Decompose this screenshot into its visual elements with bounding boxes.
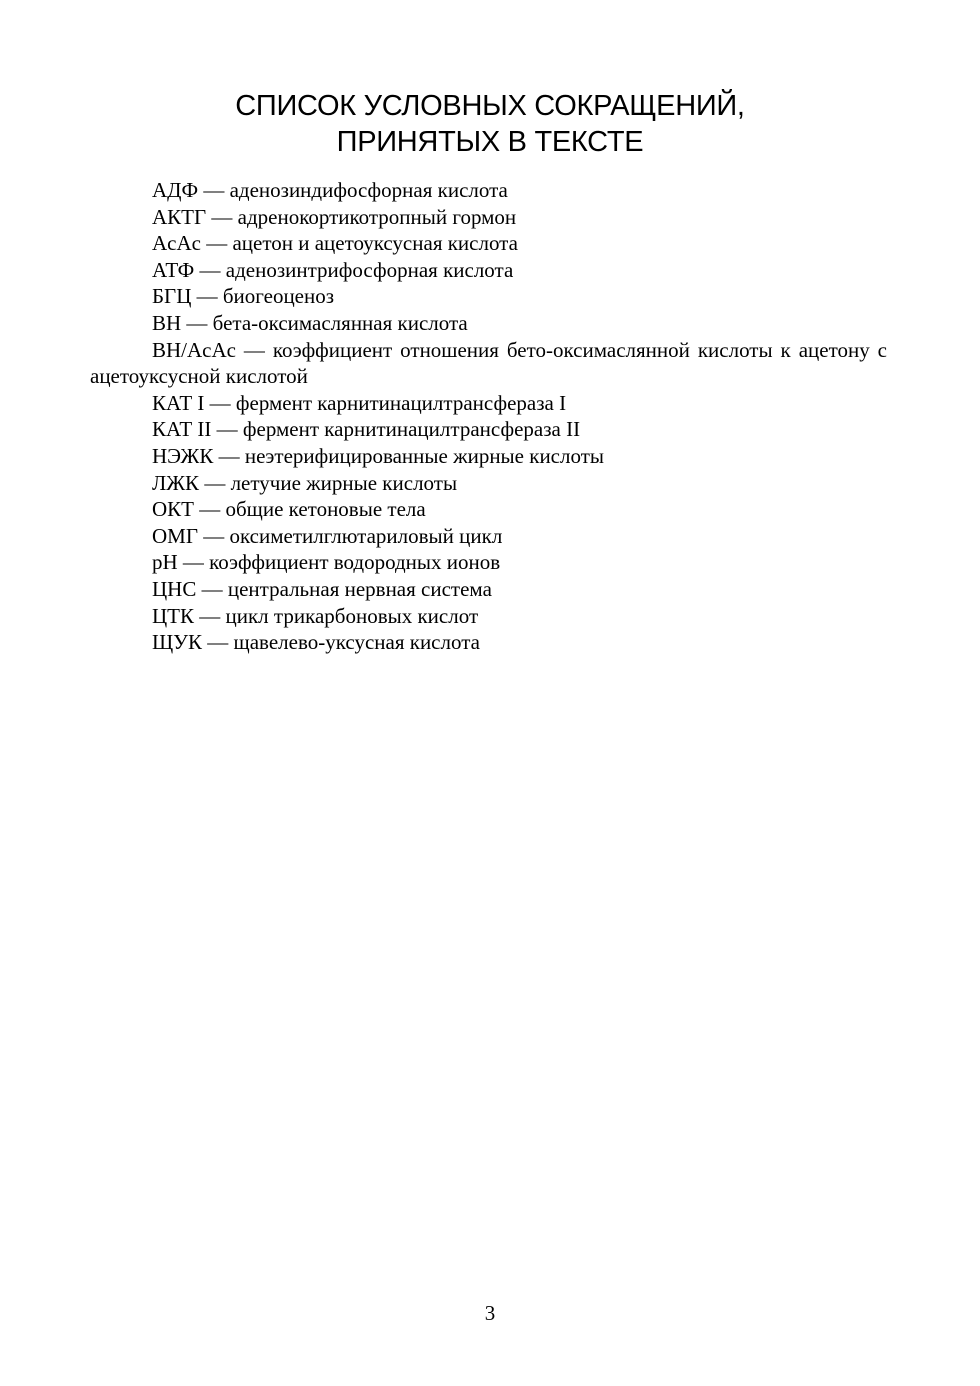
abbreviation-item: ОМГ — оксиметилглютариловый цикл bbox=[152, 523, 503, 548]
page-number: 3 bbox=[484, 1301, 496, 1325]
abbreviation-item: ОКТ — общие кетоновые тела bbox=[152, 497, 426, 522]
abbreviation-item: BH — бета-оксимаслянная кислота bbox=[152, 310, 468, 335]
abbreviation-item: КАТ II — фермент карнитинацилтрансфераза II bbox=[152, 417, 581, 442]
abbreviation-item: ЦНС — центральная нервная система bbox=[152, 576, 492, 601]
abbreviation-item: АТФ — аденозинтрифосфорная кислота bbox=[152, 257, 514, 282]
abbreviation-item: pH — коэффициент водородных ионов bbox=[152, 550, 501, 575]
abbreviation-item: КАТ I — фермент карнитинацилтрансфераза I bbox=[152, 390, 567, 415]
abbreviation-item: НЭЖК — неэтерифицированные жирные кислоты bbox=[152, 443, 604, 468]
abbreviation-item: ЛЖК — летучие жирные кислоты bbox=[152, 470, 458, 495]
abbreviation-item: AcAc — ацетон и ацетоуксусная кислота bbox=[152, 231, 518, 256]
page-title bbox=[0, 88, 980, 160]
abbreviation-item: АКТГ — адренокортикотропный гормон bbox=[152, 204, 517, 229]
abbreviation-item: АДФ — аденозиндифосфорная кислота bbox=[152, 178, 508, 202]
abbreviation-item: BH/AcAc — коэффициент отношения бето-оксимаслянной кислоты к ацетону с ацетоуксусной кислотой bbox=[90, 337, 887, 389]
abbreviation-list bbox=[90, 177, 887, 656]
abbreviation-item: БГЦ — биогеоценоз bbox=[152, 284, 335, 309]
abbreviation-item: ЩУК — щавелево-уксусная кислота bbox=[152, 630, 480, 655]
abbreviation-item: ЦТК — цикл трикарбоновых кислот bbox=[152, 603, 479, 628]
page-title-line-2: ПРИНЯТЫХ В ТЕКСТЕ bbox=[336, 126, 644, 158]
page-title-line-1: СПИСОК УСЛОВНЫХ СОКРАЩЕНИЙ, bbox=[235, 90, 745, 122]
